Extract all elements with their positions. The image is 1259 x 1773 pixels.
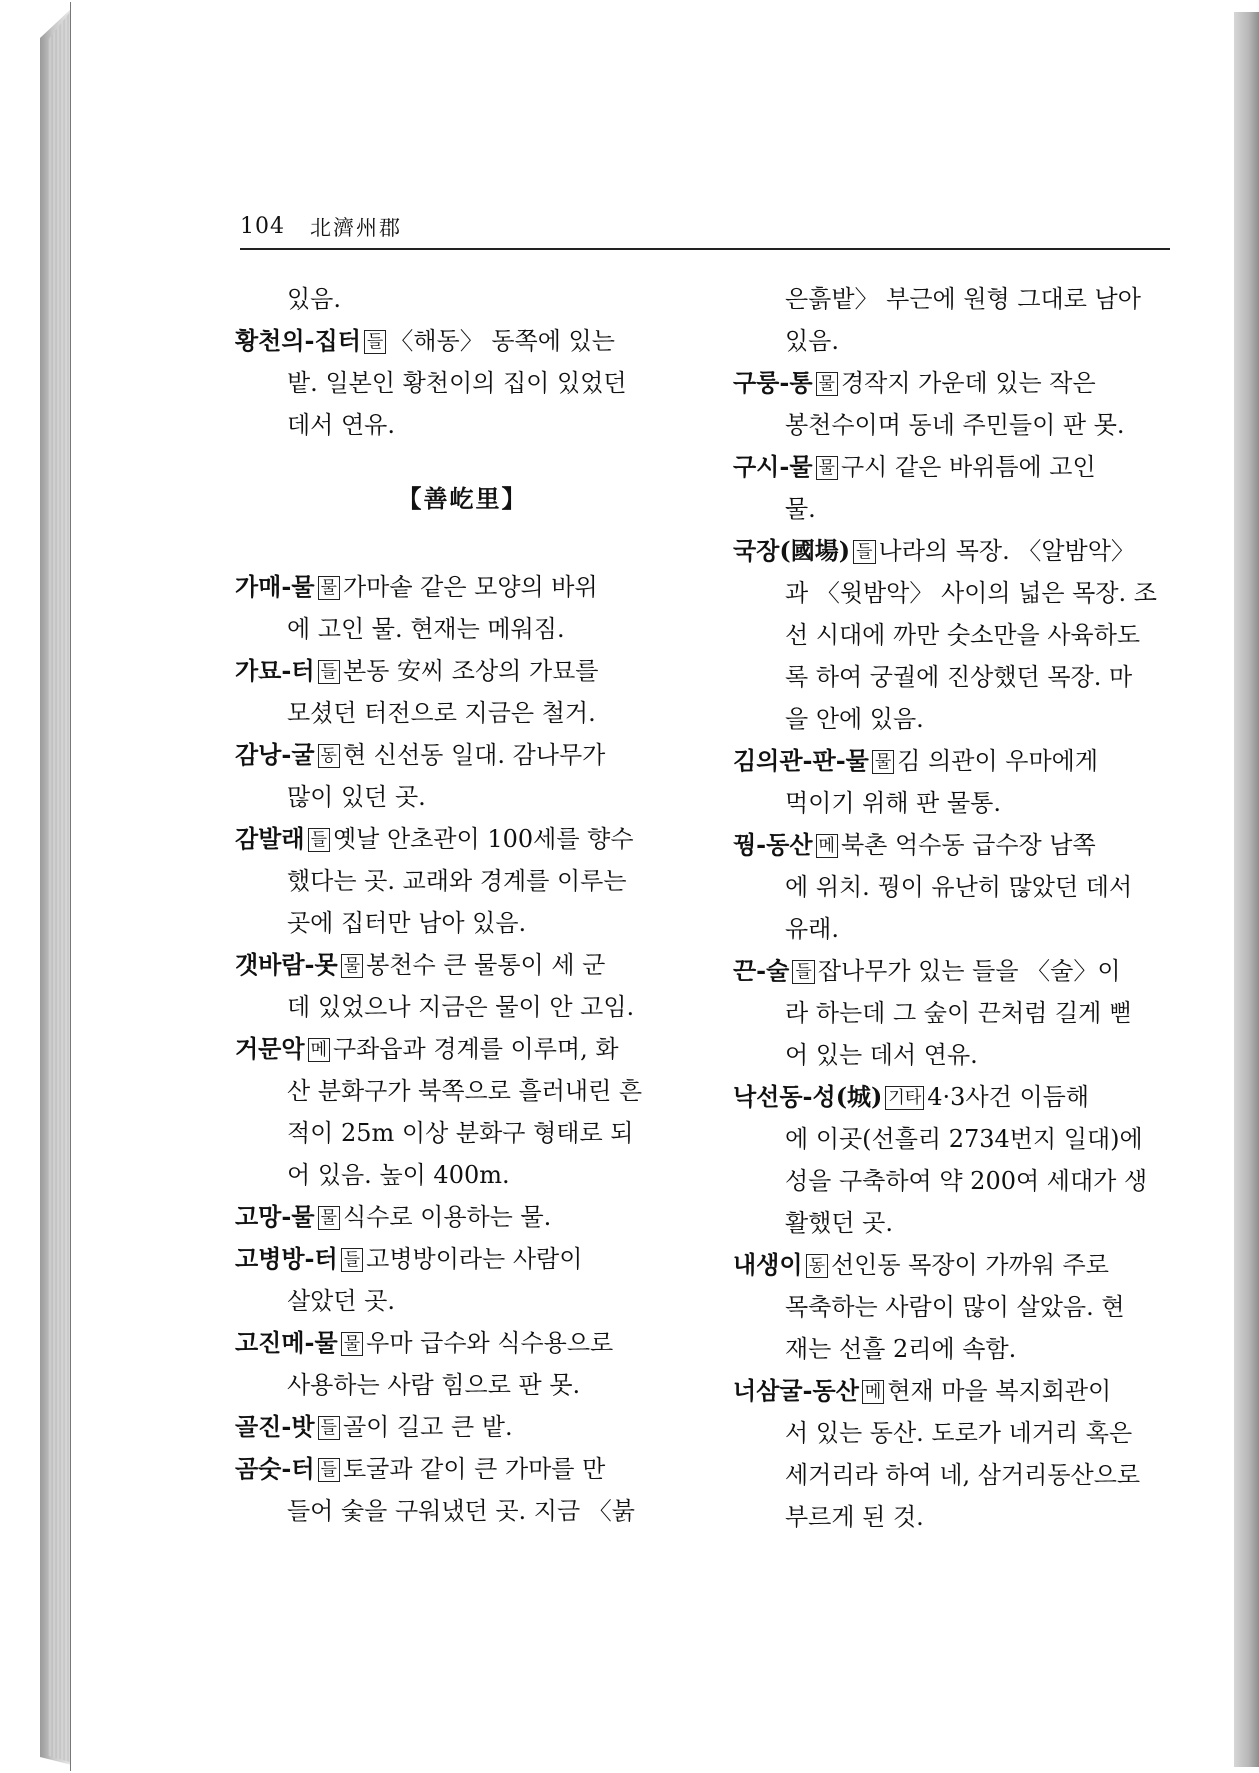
entry-text: 활했던 곳.: [785, 1209, 893, 1237]
entry-continuation-line: [733, 488, 1188, 530]
entry-continuation-line: [733, 320, 1188, 362]
dictionary-entry: [733, 530, 1188, 740]
entry-continuation-line: [235, 1364, 690, 1406]
entry-text: 적이 25m 이상 분화구 형태로 되: [287, 1119, 634, 1147]
entry-first-line: [235, 1196, 690, 1238]
entry-term: 낙선동-성(城): [733, 1082, 883, 1111]
entry-text: 록 하여 궁궐에 진상했던 목장. 마: [785, 663, 1133, 691]
entry-first-line: [235, 650, 690, 692]
entry-text: 살았던 곳.: [287, 1287, 395, 1315]
category-tag: 물: [872, 750, 894, 774]
entry-text: 에 이곳(선흘리 2734번지 일대)에: [785, 1125, 1143, 1153]
entry-text: 과 〈윗밤악〉 사이의 넓은 목장. 조: [785, 579, 1157, 607]
entry-text: 토굴과 같이 큰 가마를 만: [342, 1455, 606, 1483]
entry-text: 4·3사건 이듬해: [927, 1083, 1089, 1111]
dictionary-entry: [235, 1028, 690, 1196]
entry-continuation-line: [235, 362, 690, 404]
entry-continuation-line: [235, 404, 690, 446]
entry-text: 에 고인 물. 현재는 메워짐.: [287, 615, 565, 643]
entry-text: 고병방이라는 사람이: [366, 1245, 583, 1273]
entry-continuation-line: [235, 986, 690, 1028]
entry-continuation-line: [733, 908, 1188, 950]
entry-continuation-line: [733, 1412, 1188, 1454]
dictionary-entry: [235, 1448, 690, 1532]
entry-term: 황천의-집터: [235, 326, 361, 355]
entry-text: 모셨던 터전으로 지금은 철거.: [287, 699, 596, 727]
entry-first-line: [733, 1076, 1188, 1118]
left-column: [235, 278, 690, 1532]
entry-continuation-line: [733, 1202, 1188, 1244]
entry-first-line: [235, 320, 690, 362]
entry-text: 선 시대에 까만 숫소만을 사육하도: [785, 621, 1141, 649]
entry-text: 본동 安씨 조상의 가묘를: [342, 657, 599, 685]
entry-term: 감발래: [235, 824, 305, 853]
page-number: 104: [240, 214, 285, 239]
entry-text: 라 하는데 그 숲이 끈처럼 길게 뻗: [785, 999, 1133, 1027]
entry-text: 현 신선동 일대. 감나무가: [342, 741, 606, 769]
entry-first-line: [235, 1238, 690, 1280]
entry-continuation-line: [235, 902, 690, 944]
dictionary-entry: [235, 1196, 690, 1238]
entry-text: 산 분화구가 북쪽으로 흘러내린 흔: [287, 1077, 643, 1105]
entry-term: 국장(國場): [733, 536, 851, 565]
entry-text: 〈해동〉 동쪽에 있는: [389, 327, 615, 355]
entry-term: 김의관-판-물: [733, 746, 869, 775]
category-tag: 메: [816, 834, 838, 858]
entry-first-line: [733, 530, 1188, 572]
header-title: 北濟州郡: [310, 216, 402, 240]
category-tag: 물: [318, 576, 340, 600]
entry-continuation-line: [733, 278, 1188, 320]
entry-term: 고진메-물: [235, 1328, 338, 1357]
dictionary-entry: [235, 944, 690, 1028]
entry-continuation-line: [235, 776, 690, 818]
entry-text: 에 위치. 꿩이 유난히 많았던 데서: [785, 873, 1133, 901]
entry-continuation-line: [733, 1454, 1188, 1496]
entry-text: 우마 급수와 식수용으로: [366, 1329, 614, 1357]
entry-continuation-line: [235, 1154, 690, 1196]
entry-term: 갯바람-못: [235, 950, 338, 979]
entry-text: 성을 구축하여 약 200여 세대가 생: [785, 1167, 1148, 1195]
entry-first-line: [733, 1370, 1188, 1412]
entry-continuation-line: [733, 698, 1188, 740]
dictionary-entry: [733, 1244, 1188, 1370]
dictionary-entry: [235, 1238, 690, 1322]
dictionary-entry: [733, 824, 1188, 950]
category-tag: 들: [341, 1248, 363, 1272]
entry-term: 가매-물: [235, 572, 315, 601]
entry-continuation-line: [733, 572, 1188, 614]
entry-first-line: [235, 944, 690, 986]
entry-text: 밭. 일본인 황천이의 집이 있었던: [287, 369, 627, 397]
entry-text: 데서 연유.: [287, 411, 395, 439]
entry-term: 너삼굴-동산: [733, 1376, 859, 1405]
entry-continuation-line: [235, 1070, 690, 1112]
dictionary-entry: [235, 650, 690, 734]
dictionary-entry: [235, 1406, 690, 1448]
entry-continuation-line: [733, 1118, 1188, 1160]
entry-text: 을 안에 있음.: [785, 705, 924, 733]
dictionary-entry: [733, 1370, 1188, 1538]
entry-text: 은흙밭〉 부근에 원형 그대로 남아: [785, 285, 1141, 313]
entry-text: 있음.: [785, 327, 839, 355]
entry-text: 데 있었으나 지금은 물이 안 고임.: [287, 993, 635, 1021]
entry-continuation-line: [733, 1328, 1188, 1370]
entry-text: 어 있는 데서 연유.: [785, 1041, 978, 1069]
entry-continuation-line: [733, 1496, 1188, 1538]
entry-text: 먹이기 위해 판 물통.: [785, 789, 1001, 817]
section-heading: 【善屹里】: [397, 484, 528, 513]
entry-continuation-line: [235, 1490, 690, 1532]
page-edge-stack: [48, 12, 70, 1762]
entry-first-line: [733, 362, 1188, 404]
category-tag: 들: [318, 660, 340, 684]
category-tag: 물: [341, 1332, 363, 1356]
entry-text: 물.: [785, 495, 816, 523]
dictionary-entry: [733, 362, 1188, 446]
entry-first-line: [235, 1322, 690, 1364]
entry-continuation-line: [235, 1112, 690, 1154]
entry-continuation-line: [733, 656, 1188, 698]
entry-first-line: [235, 1448, 690, 1490]
entry-first-line: [733, 740, 1188, 782]
entry-first-line: [733, 446, 1188, 488]
entry-term: 구룽-통: [733, 368, 813, 397]
entry-first-line: [733, 950, 1188, 992]
entry-continuation-line: [235, 860, 690, 902]
entry-continuation-line: [235, 1280, 690, 1322]
category-tag: 물: [318, 1206, 340, 1230]
dictionary-entry: [733, 1076, 1188, 1244]
page-edge-right: [1233, 12, 1259, 1767]
entry-text: 경작지 가운데 있는 작은: [840, 369, 1096, 397]
entry-continuation-line: [733, 782, 1188, 824]
category-tag: 기타: [885, 1086, 924, 1110]
category-tag: 들: [318, 1416, 340, 1440]
entry-text: 서 있는 동산. 도로가 네거리 혹은: [785, 1419, 1133, 1447]
dictionary-entry: [733, 278, 1188, 362]
entry-text: 나라의 목장. 〈알밤악〉: [878, 537, 1135, 565]
entry-term: 감낭-굴: [235, 740, 315, 769]
entry-text: 봉천수 큰 물통이 세 군: [366, 951, 606, 979]
entry-text: 했다는 곳. 교래와 경계를 이루는: [287, 867, 627, 895]
entry-first-line: [235, 566, 690, 608]
entry-continuation-line: [235, 608, 690, 650]
entry-continuation-line: [235, 692, 690, 734]
page-header: [240, 212, 1170, 250]
entry-continuation-line: [733, 866, 1188, 908]
category-tag: 물: [816, 372, 838, 396]
entry-text: 사용하는 사람 힘으로 판 못.: [287, 1371, 581, 1399]
entry-first-line: [235, 1028, 690, 1070]
entry-text: 곳에 집터만 남아 있음.: [287, 909, 527, 937]
category-tag: 들: [318, 1458, 340, 1482]
entry-text: 가마솥 같은 모양의 바위: [342, 573, 598, 601]
entry-first-line: [733, 824, 1188, 866]
category-tag: 동: [806, 1254, 828, 1278]
entry-text: 골이 길고 큰 밭.: [342, 1413, 513, 1441]
entry-term: 구시-물: [733, 452, 813, 481]
entry-text: 있음.: [287, 285, 341, 313]
entry-text: 구시 같은 바위틈에 고인: [840, 453, 1096, 481]
dictionary-entry: [235, 818, 690, 944]
category-tag: 물: [341, 954, 363, 978]
entry-first-line: [235, 734, 690, 776]
entry-term: 고병방-터: [235, 1244, 338, 1273]
category-tag: 들: [853, 540, 875, 564]
dictionary-entry: [235, 320, 690, 446]
category-tag: 메: [862, 1380, 884, 1404]
entry-text: 김 의관이 우마에게: [897, 747, 1099, 775]
entry-term: 고망-물: [235, 1202, 315, 1231]
entry-term: 곰숫-터: [235, 1454, 315, 1483]
right-column: [733, 278, 1188, 1538]
entry-first-line: [235, 1406, 690, 1448]
entry-term: 끈-술: [733, 956, 790, 985]
entry-text: 북촌 억수동 급수장 남쪽: [840, 831, 1096, 859]
entry-text: 현재 마을 복지회관이: [887, 1377, 1112, 1405]
entry-continuation-line: [733, 1286, 1188, 1328]
entry-text: 식수로 이용하는 물.: [342, 1203, 552, 1231]
dictionary-entry: [235, 566, 690, 650]
category-tag: 들: [364, 330, 386, 354]
entry-first-line: [235, 818, 690, 860]
entry-continuation-line: [733, 1160, 1188, 1202]
entry-text: 선인동 목장이 가까워 주로: [831, 1251, 1109, 1279]
dictionary-entry: [235, 734, 690, 818]
category-tag: 들: [792, 960, 814, 984]
entry-term: 꿩-동산: [733, 830, 813, 859]
category-tag: 동: [318, 744, 340, 768]
entry-first-line: [733, 1244, 1188, 1286]
category-tag: 들: [308, 828, 330, 852]
entry-text: 많이 있던 곳.: [287, 783, 426, 811]
entry-text: 유래.: [785, 915, 839, 943]
entry-text: 잡나무가 있는 들을 〈술〉이: [817, 957, 1121, 985]
dictionary-entry: [733, 950, 1188, 1076]
entry-continuation-line: [733, 992, 1188, 1034]
entry-term: 내생이: [733, 1250, 803, 1279]
entry-text: 들어 숯을 구워냈던 곳. 지금 〈붉: [287, 1497, 635, 1525]
entry-continuation-line: [235, 278, 690, 320]
entry-text: 재는 선흘 2리에 속함.: [785, 1335, 1017, 1363]
dictionary-entry: [235, 278, 690, 320]
category-tag: 메: [308, 1038, 330, 1062]
entry-text: 목축하는 사람이 많이 살았음. 현: [785, 1293, 1125, 1321]
entry-text: 어 있음. 높이 400m.: [287, 1161, 510, 1189]
entry-text: 세거리라 하여 네, 삼거리동산으로: [785, 1461, 1141, 1489]
entry-text: 부르게 된 것.: [785, 1503, 924, 1531]
entry-text: 봉천수이며 동네 주민들이 판 못.: [785, 411, 1125, 439]
dictionary-entry: [733, 446, 1188, 530]
dictionary-entry: [235, 1322, 690, 1406]
entry-text: 옛날 안초관이 100세를 향수: [333, 825, 634, 853]
entry-term: 거문악: [235, 1034, 305, 1063]
category-tag: 물: [816, 456, 838, 480]
dictionary-entry: [733, 740, 1188, 824]
entry-term: 골진-밧: [235, 1412, 315, 1441]
entry-term: 가묘-터: [235, 656, 315, 685]
entry-text: 구좌읍과 경계를 이루며, 화: [333, 1035, 619, 1063]
entry-continuation-line: [733, 1034, 1188, 1076]
entry-continuation-line: [733, 404, 1188, 446]
entry-continuation-line: [733, 614, 1188, 656]
